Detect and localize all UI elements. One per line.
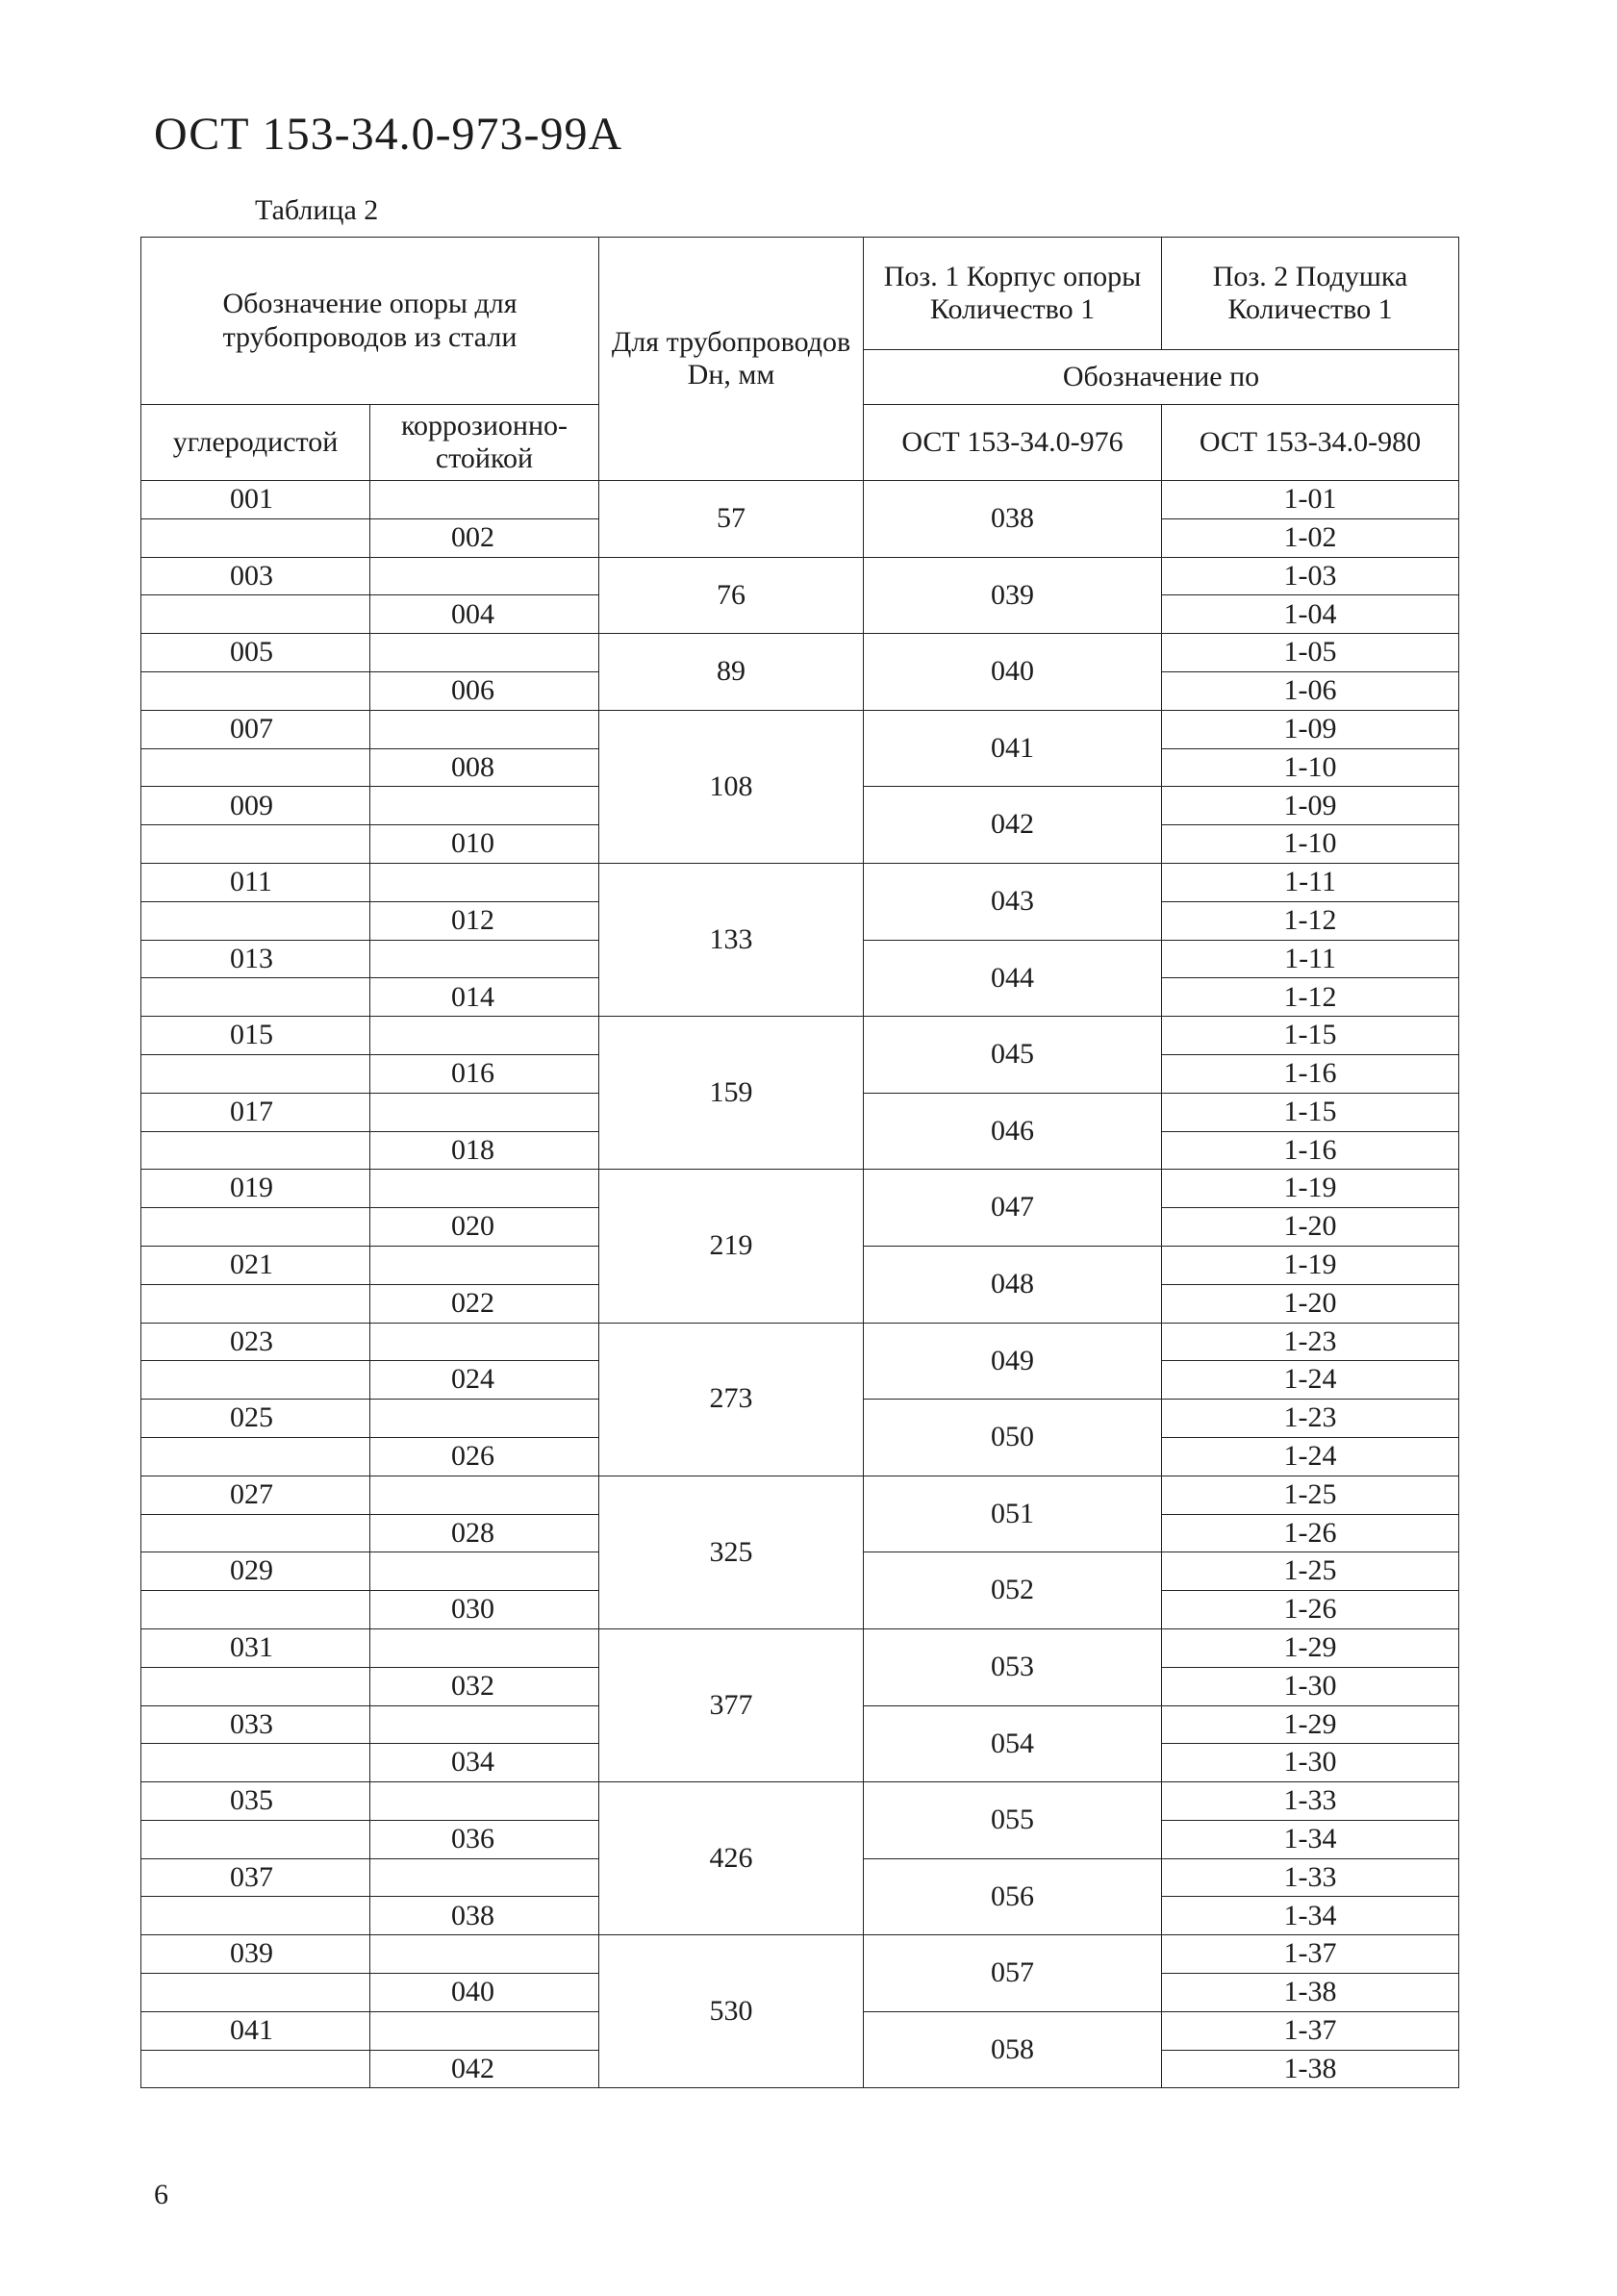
pipe-diameter: 377 xyxy=(599,1628,864,1781)
pad-code: 1-02 xyxy=(1162,518,1459,557)
carbon-steel-code xyxy=(141,1514,370,1552)
pad-code: 1-34 xyxy=(1162,1820,1459,1858)
table-row xyxy=(141,1935,1459,1974)
carbon-steel-code: 011 xyxy=(141,863,370,901)
stainless-steel-code xyxy=(370,1170,599,1208)
header-pos2: Поз. 2 Подушка Количество 1 xyxy=(1162,238,1459,350)
carbon-steel-code xyxy=(141,518,370,557)
carbon-steel-code xyxy=(141,671,370,710)
table-row xyxy=(141,634,1459,672)
table-row xyxy=(141,863,1459,901)
carbon-steel-code xyxy=(141,1591,370,1629)
stainless-steel-code: 012 xyxy=(370,901,599,940)
stainless-steel-code: 034 xyxy=(370,1744,599,1782)
support-body-code: 050 xyxy=(864,1400,1162,1476)
table-row xyxy=(141,1476,1459,1514)
stainless-steel-code xyxy=(370,710,599,748)
pad-code: 1-34 xyxy=(1162,1897,1459,1935)
header-support-designation: Обозначение опоры для трубопроводов из стали xyxy=(141,238,599,405)
stainless-steel-code: 010 xyxy=(370,825,599,864)
stainless-steel-code: 038 xyxy=(370,1897,599,1935)
pipe-diameter: 530 xyxy=(599,1935,864,2088)
pad-code: 1-09 xyxy=(1162,710,1459,748)
stainless-steel-code xyxy=(370,1858,599,1897)
carbon-steel-code: 033 xyxy=(141,1705,370,1744)
stainless-steel-code xyxy=(370,1628,599,1667)
pipe-diameter: 57 xyxy=(599,481,864,558)
stainless-steel-code xyxy=(370,1093,599,1131)
pad-code: 1-19 xyxy=(1162,1170,1459,1208)
stainless-steel-code: 032 xyxy=(370,1667,599,1705)
support-body-code: 048 xyxy=(864,1246,1162,1323)
pad-code: 1-01 xyxy=(1162,481,1459,519)
carbon-steel-code xyxy=(141,1974,370,2012)
pipe-diameter: 273 xyxy=(599,1323,864,1476)
table-row xyxy=(141,1017,1459,1055)
carbon-steel-code xyxy=(141,1284,370,1323)
support-body-code: 046 xyxy=(864,1093,1162,1170)
stainless-steel-code xyxy=(370,940,599,978)
table-row xyxy=(141,481,1459,519)
carbon-steel-code: 001 xyxy=(141,481,370,519)
stainless-steel-code: 006 xyxy=(370,671,599,710)
carbon-steel-code: 039 xyxy=(141,1935,370,1974)
table-row xyxy=(141,1628,1459,1667)
carbon-steel-code xyxy=(141,978,370,1017)
pipe-diameter: 159 xyxy=(599,1017,864,1170)
table-label: Таблица 2 xyxy=(255,194,379,226)
carbon-steel-code: 023 xyxy=(141,1323,370,1361)
pad-code: 1-37 xyxy=(1162,1935,1459,1974)
header-stainless-steel: коррозионно-стойкой xyxy=(370,405,599,481)
pad-code: 1-20 xyxy=(1162,1284,1459,1323)
stainless-steel-code: 002 xyxy=(370,518,599,557)
pad-code: 1-19 xyxy=(1162,1246,1459,1284)
carbon-steel-code: 017 xyxy=(141,1093,370,1131)
table-row xyxy=(141,1170,1459,1208)
pad-code: 1-15 xyxy=(1162,1093,1459,1131)
pad-code: 1-26 xyxy=(1162,1514,1459,1552)
pipe-diameter: 89 xyxy=(599,634,864,711)
pad-code: 1-12 xyxy=(1162,901,1459,940)
pad-code: 1-37 xyxy=(1162,2011,1459,2050)
carbon-steel-code: 031 xyxy=(141,1628,370,1667)
stainless-steel-code: 004 xyxy=(370,595,599,634)
carbon-steel-code: 037 xyxy=(141,1858,370,1897)
carbon-steel-code: 015 xyxy=(141,1017,370,1055)
pad-code: 1-06 xyxy=(1162,671,1459,710)
carbon-steel-code xyxy=(141,1744,370,1782)
carbon-steel-code: 025 xyxy=(141,1400,370,1438)
carbon-steel-code xyxy=(141,1054,370,1093)
carbon-steel-code: 003 xyxy=(141,557,370,595)
carbon-steel-code xyxy=(141,1131,370,1170)
pipe-diameter: 426 xyxy=(599,1782,864,1935)
carbon-steel-code: 035 xyxy=(141,1782,370,1821)
support-body-code: 055 xyxy=(864,1782,1162,1859)
stainless-steel-code: 028 xyxy=(370,1514,599,1552)
pad-code: 1-03 xyxy=(1162,557,1459,595)
pad-code: 1-30 xyxy=(1162,1744,1459,1782)
support-body-code: 045 xyxy=(864,1017,1162,1094)
support-body-code: 047 xyxy=(864,1170,1162,1247)
pad-code: 1-16 xyxy=(1162,1131,1459,1170)
header-standard-976: ОСТ 153-34.0-976 xyxy=(864,405,1162,481)
pipe-diameter: 133 xyxy=(599,863,864,1016)
support-body-code: 058 xyxy=(864,2011,1162,2088)
pad-code: 1-11 xyxy=(1162,940,1459,978)
pad-code: 1-25 xyxy=(1162,1552,1459,1591)
pipe-diameter: 76 xyxy=(599,557,864,634)
stainless-steel-code xyxy=(370,1400,599,1438)
stainless-steel-code xyxy=(370,1476,599,1514)
carbon-steel-code xyxy=(141,1208,370,1247)
support-body-code: 057 xyxy=(864,1935,1162,2012)
header-carbon-steel: углеродистой xyxy=(141,405,370,481)
carbon-steel-code: 019 xyxy=(141,1170,370,1208)
carbon-steel-code xyxy=(141,1897,370,1935)
pad-code: 1-23 xyxy=(1162,1400,1459,1438)
stainless-steel-code: 036 xyxy=(370,1820,599,1858)
support-body-code: 049 xyxy=(864,1323,1162,1400)
carbon-steel-code: 005 xyxy=(141,634,370,672)
stainless-steel-code: 042 xyxy=(370,2050,599,2088)
pad-code: 1-12 xyxy=(1162,978,1459,1017)
pad-code: 1-10 xyxy=(1162,748,1459,787)
carbon-steel-code xyxy=(141,825,370,864)
stainless-steel-code xyxy=(370,1017,599,1055)
stainless-steel-code: 024 xyxy=(370,1361,599,1400)
pad-code: 1-15 xyxy=(1162,1017,1459,1055)
pipe-diameter: 325 xyxy=(599,1476,864,1628)
carbon-steel-code: 013 xyxy=(141,940,370,978)
support-body-code: 040 xyxy=(864,634,1162,711)
stainless-steel-code: 014 xyxy=(370,978,599,1017)
pad-code: 1-25 xyxy=(1162,1476,1459,1514)
pad-code: 1-09 xyxy=(1162,787,1459,825)
support-body-code: 042 xyxy=(864,787,1162,864)
document-code: ОСТ 153-34.0-973-99А xyxy=(154,109,623,160)
carbon-steel-code: 029 xyxy=(141,1552,370,1591)
support-body-code: 051 xyxy=(864,1476,1162,1552)
table-row xyxy=(141,557,1459,595)
pad-code: 1-16 xyxy=(1162,1054,1459,1093)
pad-code: 1-24 xyxy=(1162,1361,1459,1400)
carbon-steel-code: 007 xyxy=(141,710,370,748)
support-body-code: 056 xyxy=(864,1858,1162,1935)
stainless-steel-code xyxy=(370,1935,599,1974)
table-row xyxy=(141,1323,1459,1361)
stainless-steel-code: 008 xyxy=(370,748,599,787)
stainless-steel-code: 016 xyxy=(370,1054,599,1093)
stainless-steel-code xyxy=(370,1246,599,1284)
pad-code: 1-24 xyxy=(1162,1437,1459,1476)
stainless-steel-code: 018 xyxy=(370,1131,599,1170)
pad-code: 1-23 xyxy=(1162,1323,1459,1361)
carbon-steel-code xyxy=(141,1437,370,1476)
support-body-code: 054 xyxy=(864,1705,1162,1782)
page-number: 6 xyxy=(154,2179,168,2210)
pipe-diameter: 108 xyxy=(599,710,864,863)
stainless-steel-code xyxy=(370,481,599,519)
pad-code: 1-30 xyxy=(1162,1667,1459,1705)
stainless-steel-code xyxy=(370,1323,599,1361)
carbon-steel-code xyxy=(141,2050,370,2088)
carbon-steel-code: 041 xyxy=(141,2011,370,2050)
carbon-steel-code xyxy=(141,1361,370,1400)
support-body-code: 039 xyxy=(864,557,1162,634)
support-body-code: 044 xyxy=(864,940,1162,1017)
support-body-code: 052 xyxy=(864,1552,1162,1629)
pad-code: 1-33 xyxy=(1162,1782,1459,1821)
support-body-code: 038 xyxy=(864,481,1162,558)
header-standard-980: ОСТ 153-34.0-980 xyxy=(1162,405,1459,481)
pad-code: 1-11 xyxy=(1162,863,1459,901)
stainless-steel-code xyxy=(370,1552,599,1591)
header-row-1 xyxy=(141,238,1459,350)
stainless-steel-code xyxy=(370,634,599,672)
support-body-code: 043 xyxy=(864,863,1162,940)
carbon-steel-code xyxy=(141,595,370,634)
stainless-steel-code xyxy=(370,1705,599,1744)
stainless-steel-code xyxy=(370,787,599,825)
stainless-steel-code xyxy=(370,1782,599,1821)
support-body-code: 041 xyxy=(864,710,1162,787)
pad-code: 1-38 xyxy=(1162,1974,1459,2012)
stainless-steel-code: 020 xyxy=(370,1208,599,1247)
support-body-code: 053 xyxy=(864,1628,1162,1705)
table-body xyxy=(141,238,1459,2088)
pad-code: 1-04 xyxy=(1162,595,1459,634)
carbon-steel-code xyxy=(141,1820,370,1858)
pad-code: 1-10 xyxy=(1162,825,1459,864)
header-pipe-diameter: Для трубопроводов Dн, мм xyxy=(599,238,864,481)
pad-code: 1-05 xyxy=(1162,634,1459,672)
pad-code: 1-20 xyxy=(1162,1208,1459,1247)
carbon-steel-code: 009 xyxy=(141,787,370,825)
header-designation-by: Обозначение по xyxy=(864,350,1459,405)
stainless-steel-code xyxy=(370,557,599,595)
pad-code: 1-33 xyxy=(1162,1858,1459,1897)
pad-code: 1-29 xyxy=(1162,1628,1459,1667)
header-pos1: Поз. 1 Корпус опоры Количество 1 xyxy=(864,238,1162,350)
stainless-steel-code: 040 xyxy=(370,1974,599,2012)
support-spec-table xyxy=(140,237,1459,2088)
pad-code: 1-38 xyxy=(1162,2050,1459,2088)
pad-code: 1-26 xyxy=(1162,1591,1459,1629)
pipe-diameter: 219 xyxy=(599,1170,864,1323)
stainless-steel-code: 026 xyxy=(370,1437,599,1476)
table-row xyxy=(141,1782,1459,1821)
pad-code: 1-29 xyxy=(1162,1705,1459,1744)
stainless-steel-code xyxy=(370,2011,599,2050)
carbon-steel-code xyxy=(141,901,370,940)
carbon-steel-code: 021 xyxy=(141,1246,370,1284)
stainless-steel-code: 022 xyxy=(370,1284,599,1323)
stainless-steel-code: 030 xyxy=(370,1591,599,1629)
carbon-steel-code: 027 xyxy=(141,1476,370,1514)
carbon-steel-code xyxy=(141,1667,370,1705)
stainless-steel-code xyxy=(370,863,599,901)
carbon-steel-code xyxy=(141,748,370,787)
table-row xyxy=(141,710,1459,748)
